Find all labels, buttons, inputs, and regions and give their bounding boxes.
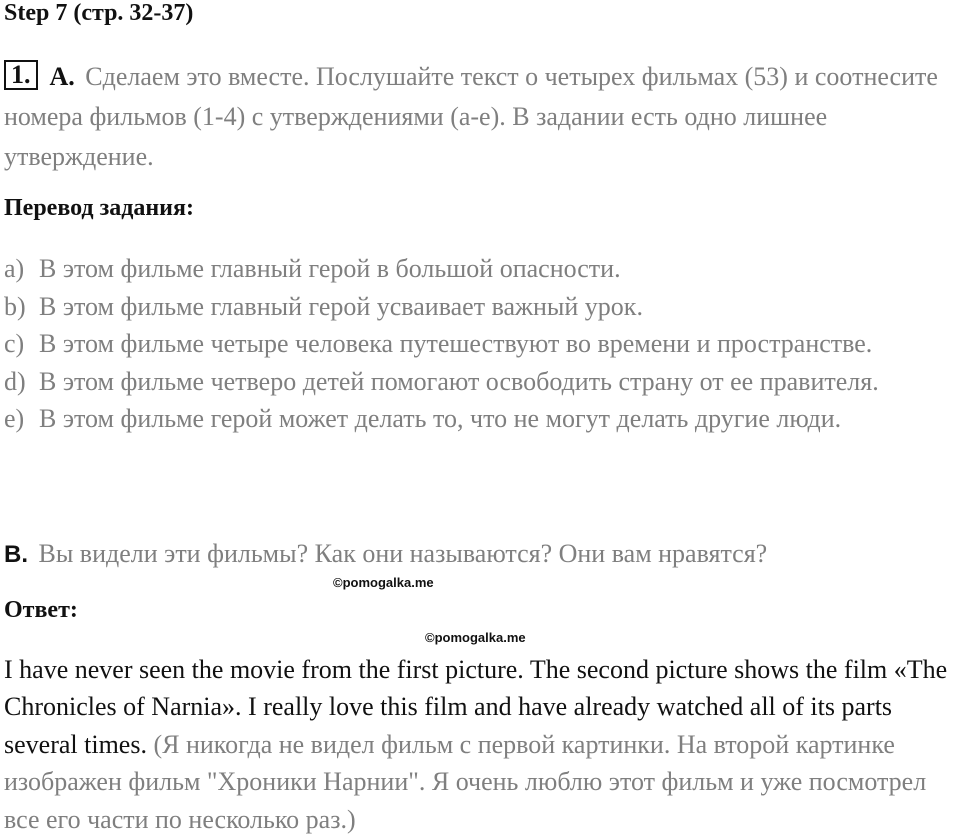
list-item	[4, 325, 960, 363]
task-a	[4, 57, 956, 177]
translation-heading: Перевод задания:	[4, 195, 194, 221]
task-number: 1.	[4, 60, 38, 90]
item-mark: e)	[4, 404, 25, 434]
task-a-text: Сделаем это вместе. Послушайте текст о четырех фильмах (53) и соотнесите номера фильмов (1-4) с утверждениями (a-e). В задании есть одно лишнее утверждение.	[4, 62, 938, 171]
list-item	[4, 400, 960, 438]
list-item	[4, 250, 960, 288]
item-mark: d)	[4, 366, 26, 396]
item-mark: b)	[4, 291, 26, 321]
answer-english: I have never seen the movie from the first picture. The second picture shows the film «The Chronicles of Narnia». I really love this film and have already watched all of its parts several times.	[4, 655, 948, 759]
list-item	[4, 363, 960, 401]
answer-body	[4, 651, 960, 838]
item-text: В этом фильме герой может делать то, что не могут делать другие люди.	[39, 404, 842, 434]
watermark-text: ©pomogalka.me	[425, 630, 526, 645]
watermark-text: ©pomogalka.me	[333, 575, 434, 590]
answer-heading: Ответ:	[4, 597, 78, 623]
task-b-text: Вы видели эти фильмы? Как они называются? Они вам нравятся?	[38, 539, 768, 568]
task-b	[4, 536, 767, 573]
item-text: В этом фильме четыре человека путешествуют во времени и пространстве.	[39, 329, 873, 359]
item-mark: a)	[4, 254, 25, 283]
translation-list	[4, 250, 960, 438]
answer-russian: (Я никогда не видел фильм с первой картинки. На второй картинке изображен фильм "Хроники Нарнии". Я очень люблю этот фильм и уже посмотрел все его части по несколько раз.)	[4, 729, 927, 834]
task-letter-a: A.	[49, 62, 75, 91]
item-mark: c)	[4, 329, 25, 359]
item-text: В этом фильме четверо детей помогают освободить страну от ее правителя.	[39, 366, 879, 396]
page-title: Step 7 (стр. 32-37)	[4, 0, 194, 26]
item-text: В этом фильме главный герой усваивает важный урок.	[39, 291, 643, 321]
list-item	[4, 288, 960, 326]
item-text: В этом фильме главный герой в большой опасности.	[39, 254, 621, 283]
task-letter-b: B.	[4, 541, 28, 568]
